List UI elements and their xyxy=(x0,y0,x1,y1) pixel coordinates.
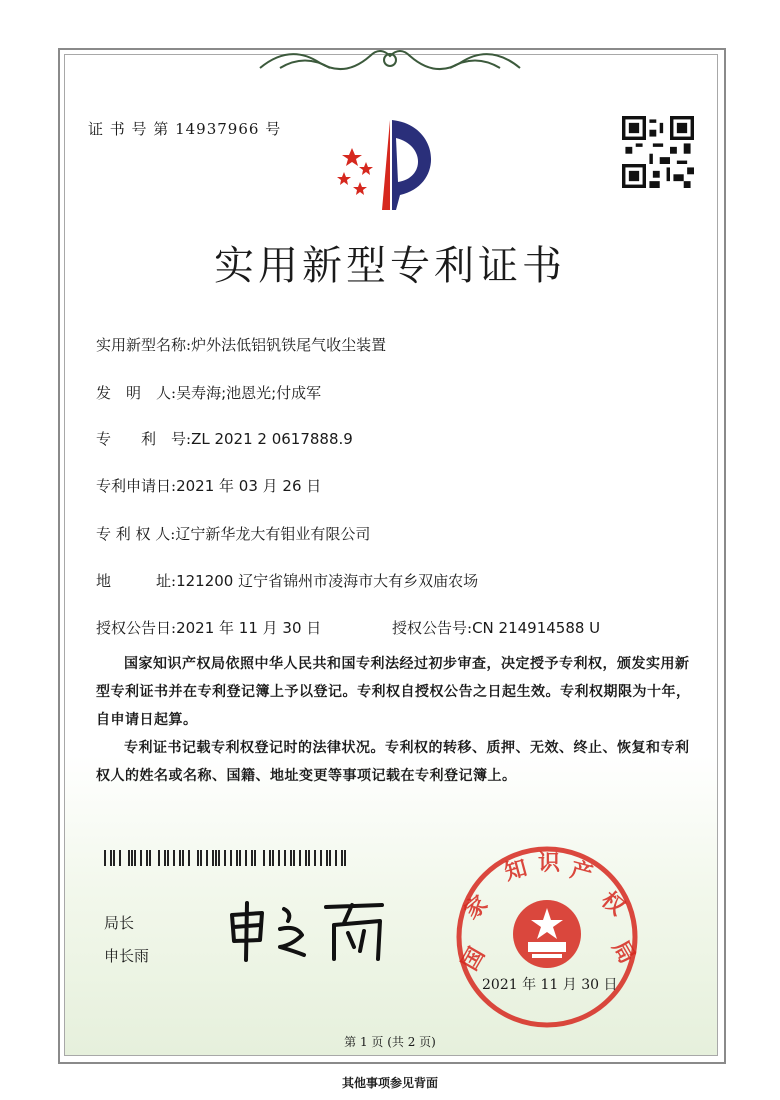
field-filing-date-label: 专利申请日: xyxy=(96,477,177,495)
barcode-bar xyxy=(269,850,271,866)
field-name-label: 实用新型名称: xyxy=(96,336,192,354)
barcode-bar xyxy=(287,850,289,866)
barcode-bar xyxy=(338,850,340,866)
field-grant-date xyxy=(96,617,321,638)
ornament-icon xyxy=(250,38,530,78)
barcode-bar xyxy=(209,850,211,866)
barcode-bar xyxy=(143,850,145,866)
barcode-bar xyxy=(182,850,184,866)
barcode-bar xyxy=(221,850,223,866)
barcode-bar xyxy=(185,850,187,866)
barcode-bar xyxy=(281,850,283,866)
barcode-bar xyxy=(131,850,133,866)
barcode-bar xyxy=(107,850,109,866)
barcode-bar xyxy=(257,850,259,866)
barcode-bar xyxy=(299,850,301,866)
barcode-bar xyxy=(212,850,214,866)
barcode-bar xyxy=(344,850,346,866)
director-name: 申长雨 xyxy=(104,947,150,965)
field-inventor-label: 发 明 人: xyxy=(96,384,177,402)
barcode-bar xyxy=(335,850,337,866)
svg-text:识: 识 xyxy=(538,851,561,876)
field-address-label: 地 址: xyxy=(96,572,177,590)
barcode-bar xyxy=(200,850,202,866)
field-name xyxy=(96,334,386,355)
barcode-bar xyxy=(236,850,238,866)
barcode-bar xyxy=(116,850,118,866)
barcode-bar xyxy=(272,850,274,866)
barcode-icon xyxy=(104,850,350,866)
barcode-bar xyxy=(263,850,265,866)
barcode-bar xyxy=(326,850,328,866)
barcode-bar xyxy=(224,850,226,866)
field-name-value: 炉外法低铝钒铁尾气收尘装置 xyxy=(191,336,387,354)
barcode-bar xyxy=(110,850,112,866)
barcode-bar xyxy=(332,850,334,866)
barcode-bar xyxy=(311,850,313,866)
field-grant-no-value: CN 214914588 U xyxy=(472,619,601,637)
barcode-bar xyxy=(167,850,169,866)
barcode-bar xyxy=(206,850,208,866)
svg-text:权: 权 xyxy=(596,887,630,921)
barcode-bar xyxy=(293,850,295,866)
handwritten-signature-icon xyxy=(222,895,402,965)
barcode-bar xyxy=(251,850,253,866)
field-patentee xyxy=(96,523,370,544)
barcode-bar xyxy=(146,850,148,866)
barcode-bar xyxy=(203,850,205,866)
field-filing-date xyxy=(96,475,321,496)
field-grant-date-label: 授权公告日: xyxy=(96,619,177,637)
barcode-bar xyxy=(176,850,178,866)
barcode-bar xyxy=(305,850,307,866)
footer-note: 其他事项参见背面 xyxy=(341,1076,438,1090)
svg-text:局: 局 xyxy=(606,936,640,969)
certificate-number: 证 书 号 第 14937966 号 xyxy=(88,120,282,138)
field-patentee-label: 专 利 权 人: xyxy=(96,525,176,543)
field-patent-no-value: ZL 2021 2 0617888.9 xyxy=(191,430,353,448)
barcode-bar xyxy=(128,850,130,866)
field-grant-no-label: 授权公告号: xyxy=(392,619,473,637)
body-paragraph-2: 专利证书记载专利权登记时的法律状况。专利权的转移、质押、无效、终止、恢复和专利权人的姓名或名称、国籍、地址变更等事项记载在专利登记簿上。 xyxy=(96,740,690,784)
barcode-bar xyxy=(194,850,196,866)
barcode-bar xyxy=(260,850,262,866)
field-address-value: 121200 辽宁省锦州市凌海市大有乡双庙农场 xyxy=(176,572,479,590)
qr-code-icon xyxy=(622,116,694,188)
svg-text:家: 家 xyxy=(459,891,493,925)
director-title: 局长 xyxy=(104,914,135,932)
field-address xyxy=(96,570,478,591)
barcode-bar xyxy=(284,850,286,866)
barcode-bar xyxy=(137,850,139,866)
barcode-bar xyxy=(233,850,235,866)
field-patentee-value: 辽宁新华龙大有钼业有限公司 xyxy=(175,525,371,543)
field-filing-date-value: 2021 年 03 月 26 日 xyxy=(176,477,322,495)
barcode-bar xyxy=(161,850,163,866)
svg-text:国: 国 xyxy=(457,943,491,975)
barcode-bar xyxy=(140,850,142,866)
barcode-bar xyxy=(113,850,115,866)
barcode-bar xyxy=(296,850,298,866)
barcode-bar xyxy=(197,850,199,866)
barcode-bar xyxy=(290,850,292,866)
field-grant-no xyxy=(392,617,600,638)
certificate-title: 实用新型专利证书 xyxy=(214,243,566,289)
barcode-bar xyxy=(245,850,247,866)
barcode-bar xyxy=(119,850,121,866)
barcode-bar xyxy=(275,850,277,866)
barcode-bar xyxy=(320,850,322,866)
field-grant-date-value: 2021 年 11 月 30 日 xyxy=(176,619,322,637)
barcode-bar xyxy=(242,850,244,866)
barcode-bar xyxy=(341,850,343,866)
barcode-bar xyxy=(230,850,232,866)
barcode-bar xyxy=(302,850,304,866)
barcode-bar xyxy=(323,850,325,866)
barcode-bar xyxy=(188,850,190,866)
barcode-bar xyxy=(179,850,181,866)
barcode-bar xyxy=(215,850,217,866)
barcode-bar xyxy=(248,850,250,866)
barcode-bar xyxy=(125,850,127,866)
barcode-bar xyxy=(104,850,106,866)
barcode-bar xyxy=(152,850,154,866)
barcode-bar xyxy=(278,850,280,866)
barcode-bar xyxy=(239,850,241,866)
official-seal-icon xyxy=(452,842,642,1032)
barcode-bar xyxy=(347,850,349,866)
barcode-bar xyxy=(170,850,172,866)
field-inventor xyxy=(96,382,321,403)
barcode-bar xyxy=(122,850,124,866)
field-patent-no xyxy=(96,428,353,449)
page-number: 第 1 页 (共 2 页) xyxy=(344,1035,436,1049)
field-inventor-value: 吴寿海;池恩光;付成军 xyxy=(176,384,322,402)
barcode-bar xyxy=(173,850,175,866)
barcode-bar xyxy=(266,850,268,866)
barcode-bar xyxy=(164,850,166,866)
barcode-bar xyxy=(149,850,151,866)
barcode-bar xyxy=(134,850,136,866)
barcode-bar xyxy=(314,850,316,866)
barcode-bar xyxy=(308,850,310,866)
barcode-bar xyxy=(329,850,331,866)
body-paragraph-1: 国家知识产权局依照中华人民共和国专利法经过初步审查，决定授予专利权，颁发实用新型专利证书并在专利登记簿上予以登记。专利权自授权公告之日起生效。专利权期限为十年，自申请日起算。 xyxy=(96,656,691,728)
seal-date: 2021 年 11 月 30 日 xyxy=(482,977,618,993)
barcode-bar xyxy=(317,850,319,866)
barcode-bar xyxy=(227,850,229,866)
field-patent-no-label: 专 利 号: xyxy=(96,430,192,448)
barcode-bar xyxy=(254,850,256,866)
barcode-bar xyxy=(191,850,193,866)
barcode-bar xyxy=(158,850,160,866)
svg-text:知: 知 xyxy=(502,855,530,886)
svg-text:产: 产 xyxy=(567,857,596,888)
barcode-bar xyxy=(218,850,220,866)
barcode-bar xyxy=(155,850,157,866)
patent-office-logo-icon xyxy=(330,110,450,220)
